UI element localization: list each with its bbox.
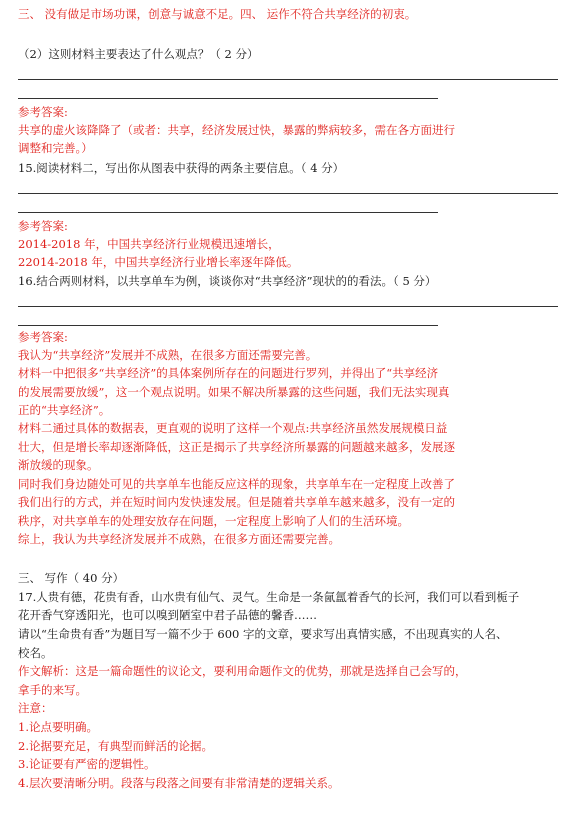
note-item: 3.论证要有严密的逻辑性。 — [18, 757, 156, 771]
answer-line — [18, 306, 558, 307]
section-three-summary: 三、 没有做足市场功课，创意与诚意不足。四、 运作不符合共享经济的初衷。 — [18, 7, 417, 21]
answer-text: 共享的虚火该降降了（或者：共享，经济发展过快，暴露的弊病较多，需在各方面进行 — [18, 123, 455, 137]
answer-text: 渐放缓的现象。 — [18, 458, 99, 472]
answer-text: 同时我们身边随处可见的共享单车也能反应这样的现象，共享单车在一定程度上改善了 — [18, 477, 455, 491]
question-16: 16.结合两则材料，以共享单车为例，谈谈你对“共享经济”现状的的看法。（ 5 分） — [18, 274, 437, 288]
writing-prompt: 17.人贵有德，花贵有香，山水贵有仙气、灵气。生命是一条氤氲着香气的长河，我们可以看到栀子 — [18, 590, 520, 604]
answer-text: 我们出行的方式，并在短时间内发快速发展。但是随着共享单车越来越多，没有一定的 — [18, 495, 455, 509]
answer-text: 22014-2018 年，中国共享经济行业增长率逐年降低。 — [18, 255, 299, 269]
note-item: 2.论据要充足，有典型而鲜活的论据。 — [18, 739, 213, 753]
question-14-2: （2）这则材料主要表达了什么观点？（ 2 分） — [18, 47, 259, 61]
answer-text: 壮大，但是增长率却逐渐降低，这正是揭示了共享经济所暴露的问题越来越多，发展逐 — [18, 440, 455, 454]
answer-text: 我认为“共享经济”发展并不成熟，在很多方面还需要完善。 — [18, 348, 318, 362]
answer-line — [18, 325, 438, 326]
note-item: 1.论点要明确。 — [18, 720, 98, 734]
answer-line — [18, 212, 438, 213]
writing-prompt: 校名。 — [18, 646, 53, 660]
writing-prompt: 花开香气穿透阳光，也可以嗅到陋室中君子品德的馨香…… — [18, 608, 317, 622]
answer-line — [18, 98, 438, 99]
notes-label: 注意： — [18, 701, 53, 715]
answer-label: 参考答案: — [18, 330, 68, 344]
answer-line — [18, 193, 558, 194]
answer-text: 2014-2018 年，中国共享经济行业规模迅速增长， — [18, 237, 280, 251]
writing-heading: 三、 写作（ 40 分） — [18, 571, 125, 585]
answer-text: 的发展需要放缓”，这一个观点说明。如果不解决所暴露的这些问题，我们无法实现真 — [18, 385, 450, 399]
answer-text: 正的“共享经济”。 — [18, 403, 111, 417]
answer-line — [18, 79, 558, 80]
question-15: 15.阅读材料二，写出你从图表中获得的两条主要信息。（ 4 分） — [18, 161, 345, 175]
writing-prompt: 请以“生命贵有香”为题目写一篇不少于 600 字的文章，要求写出真情实感，不出现真实的人名、 — [18, 627, 508, 641]
writing-analysis: 作文解析：这是一篇命题性的议论文，要利用命题作文的优势，那就是选择自己会写的， — [18, 664, 467, 678]
answer-text: 秩序，对共享单车的处理安放存在问题，一定程度上影响了人们的生活环境。 — [18, 514, 409, 528]
answer-label: 参考答案: — [18, 105, 68, 119]
answer-text: 材料一中把很多“共享经济”的具体案例所存在的问题进行罗列，并得出了“共享经济 — [18, 366, 439, 380]
answer-text: 材料二通过具体的数据表，更直观的说明了这样一个观点:共享经济虽然发展规模日益 — [18, 421, 448, 435]
note-item: 4.层次要清晰分明。段落与段落之间要有非常清楚的逻辑关系。 — [18, 776, 340, 790]
answer-label: 参考答案: — [18, 219, 68, 233]
answer-text: 调整和完善。） — [18, 141, 93, 155]
answer-text: 综上，我认为共享经济发展并不成熟，在很多方面还需要完善。 — [18, 532, 340, 546]
writing-analysis: 拿手的来写。 — [18, 683, 87, 697]
